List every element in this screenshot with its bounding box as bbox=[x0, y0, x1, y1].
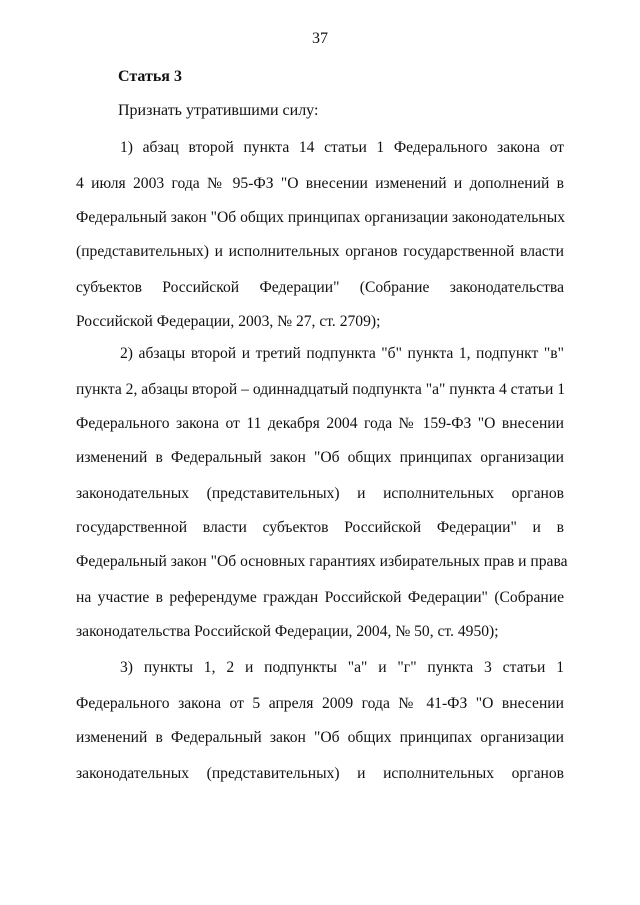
list-item-3-line: изменений в Федеральный закон "Об общих принципах организации bbox=[76, 729, 564, 746]
list-item-1-line: Федеральный закон "Об общих принципах организации законодательных bbox=[76, 209, 566, 226]
list-item-2-line: законодательных (представительных) и исполнительных органов bbox=[76, 485, 564, 502]
list-item-3-line: 3) пункты 1, 2 и подпункты "а" и "г" пункта 3 статьи 1 bbox=[120, 659, 564, 676]
list-item-1-line: (представительных) и исполнительных органов государственной власти bbox=[76, 243, 564, 260]
list-item-2-line: законодательства Российской Федерации, 2004, № 50, ст. 4950); bbox=[76, 623, 499, 640]
list-item-1-line: Российской Федерации, 2003, № 27, ст. 2709); bbox=[76, 313, 381, 330]
list-item-1-line: 4 июля 2003 года № 95-ФЗ "О внесении изменений и дополнений в bbox=[76, 175, 564, 192]
list-item-2-line: пункта 2, абзацы второй – одиннадцатый подпункта "а" пункта 4 статьи 1 bbox=[76, 381, 566, 398]
list-item-2-line: Федеральный закон "Об основных гарантиях избирательных прав и права bbox=[76, 553, 568, 570]
list-item-2-line: государственной власти субъектов Российской Федерации" и в bbox=[76, 519, 564, 536]
list-item-2-line: изменений в Федеральный закон "Об общих принципах организации bbox=[76, 449, 564, 466]
list-item-2-line: на участие в референдуме граждан Российской Федерации" (Собрание bbox=[76, 589, 564, 606]
list-item-3-line: законодательных (представительных) и исполнительных органов bbox=[76, 765, 564, 782]
list-item-2-line: 2) абзацы второй и третий подпункта "б" пункта 1, подпункт "в" bbox=[120, 345, 564, 362]
list-item-1-line: субъектов Российской Федерации" (Собрание законодательства bbox=[76, 279, 564, 296]
intro-paragraph: Признать утратившими силу: bbox=[118, 102, 319, 119]
page-number: 37 bbox=[312, 30, 328, 47]
list-item-3-line: Федерального закона от 5 апреля 2009 года № 41-ФЗ "О внесении bbox=[76, 695, 564, 712]
list-item-2-line: Федерального закона от 11 декабря 2004 года № 159-ФЗ "О внесении bbox=[76, 415, 564, 432]
article-heading: Статья 3 bbox=[118, 68, 182, 85]
list-item-1-line: 1) абзац второй пункта 14 статьи 1 Федерального закона от bbox=[120, 139, 564, 156]
